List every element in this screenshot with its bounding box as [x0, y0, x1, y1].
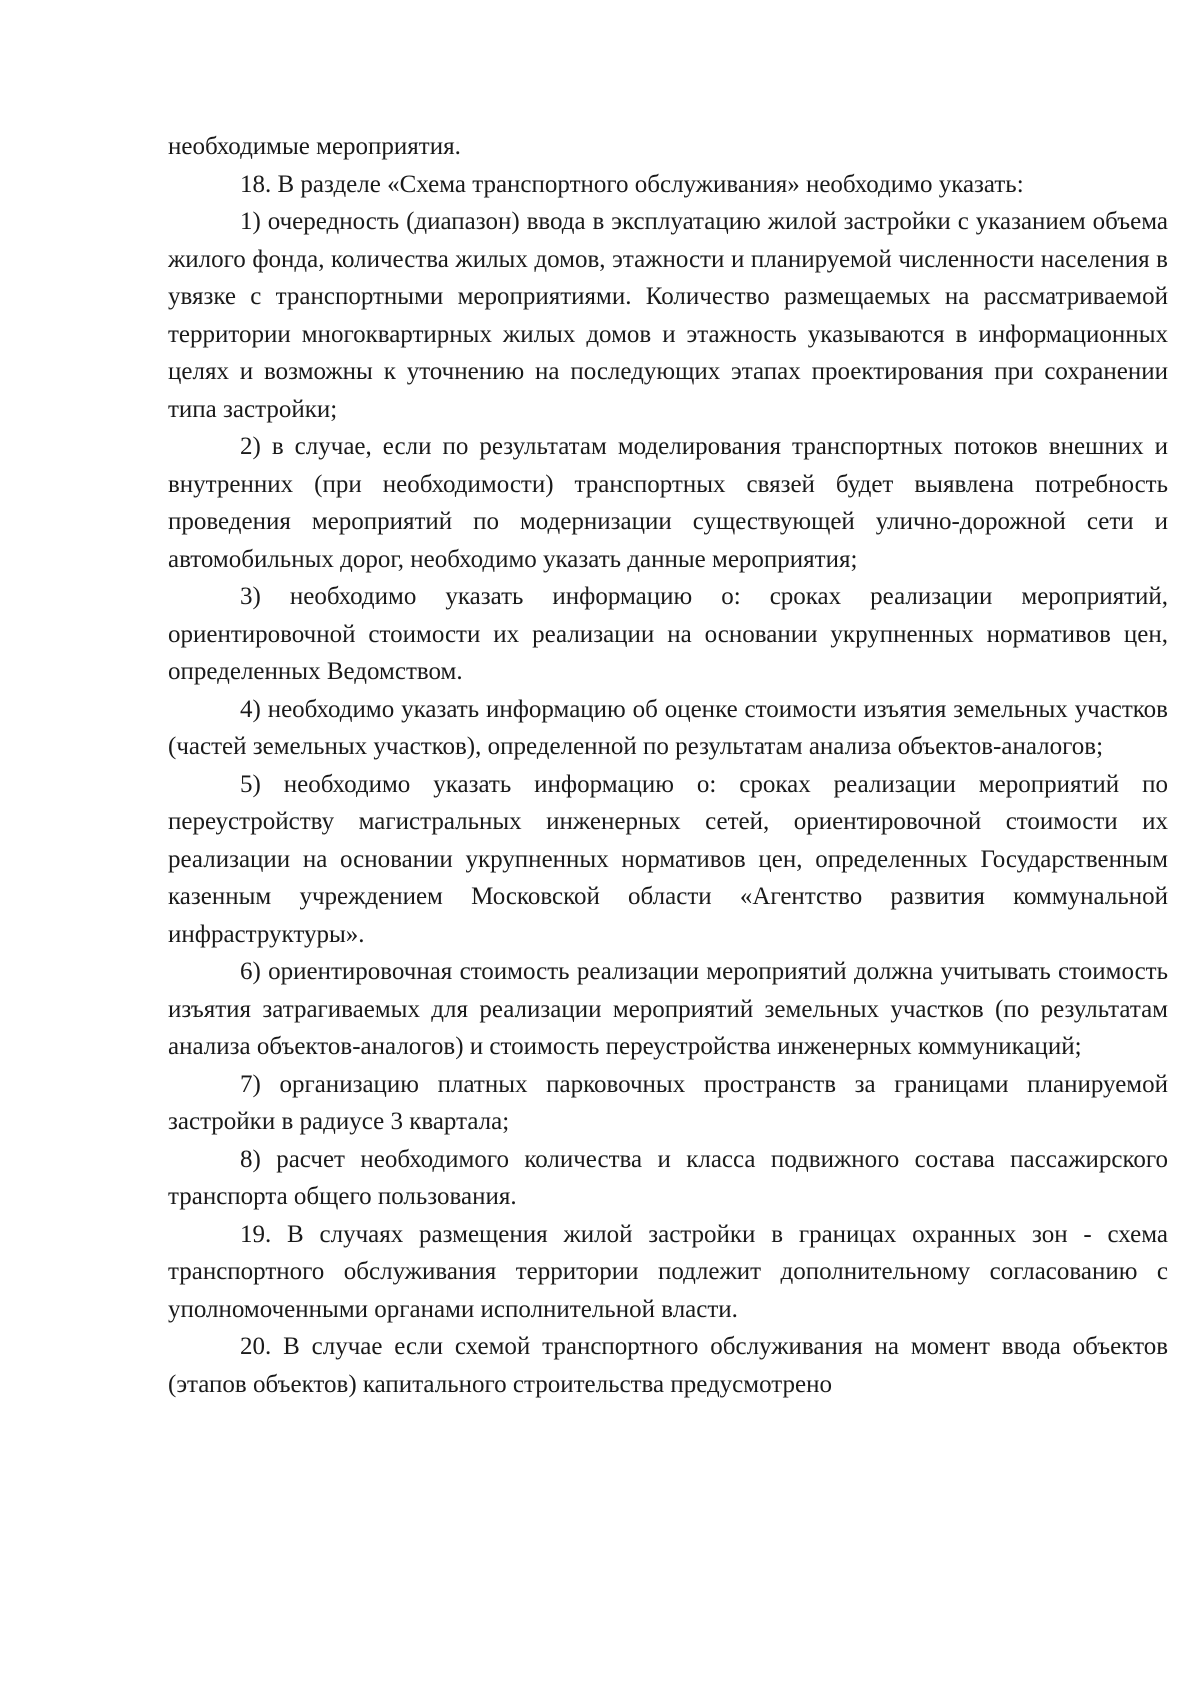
paragraph-subitem-8: 8) расчет необходимого количества и класса подвижного состава пассажирского транспорта общего пользования. [168, 1145, 1168, 1210]
paragraph-subitem-7: 7) организацию платных парковочных пространств за границами планируемой застройки в радиусе 3 квартала; [168, 1070, 1168, 1135]
paragraph-subitem-4: 4) необходимо указать информацию об оценке стоимости изъятия земельных участков (частей земельных участков), определенной по результатам анализа объектов-аналогов; [168, 695, 1168, 760]
paragraph-subitem-3: 3) необходимо указать информацию о: сроках реализации мероприятий, ориентировочной стоимости их реализации на основании укрупненных нормативов цен, определенных Ведомством. [168, 583, 1168, 685]
paragraph-item-20: 20. В случае если схемой транспортного обслуживания на момент ввода объектов (этапов объектов) капитального строительства предусмотрено [168, 1333, 1168, 1398]
paragraph-continuation: необходимые мероприятия. [168, 133, 461, 160]
paragraph-subitem-1: 1) очередность (диапазон) ввода в эксплуатацию жилой застройки с указанием объема жилого фонда, количества жилых домов, этажности и планируемой численности населения в увязке с транспортными мероприятиями. Количество размещаемых на рассматриваемой территории многоквартирных жилых домов и этажность указываются в информационных целях и возможны к уточнению на последующих этапах проектирования при сохранении типа застройки; [168, 208, 1168, 423]
document-body [168, 128, 1168, 1403]
paragraph-subitem-6: 6) ориентировочная стоимость реализации мероприятий должна учитывать стоимость изъятия затрагиваемых для реализации мероприятий земельных участков (по результатам анализа объектов-аналогов) и стоимость переустройства инженерных коммуникаций; [168, 958, 1168, 1060]
paragraph-item-19: 19. В случаях размещения жилой застройки в границах охранных зон - схема транспортного обслуживания территории подлежит дополнительному согласованию с уполномоченными органами исполнительной власти. [168, 1220, 1168, 1323]
paragraph-subitem-2: 2) в случае, если по результатам моделирования транспортных потоков внешних и внутренних (при необходимости) транспортных связей будет выявлена потребность проведения мероприятий по модернизации существующей улично-дорожной сети и автомобильных дорог, необходимо указать данные мероприятия; [168, 433, 1168, 573]
paragraph-subitem-5: 5) необходимо указать информацию о: сроках реализации мероприятий по переустройству магистральных инженерных сетей, ориентировочной стоимости их реализации на основании укрупненных нормативов цен, определенных Государственным казенным учреждением Московской области «Агентство развития коммунальной инфраструктуры». [168, 770, 1168, 948]
paragraph-item-18: 18. В разделе «Схема транспортного обслуживания» необходимо указать: [240, 170, 1024, 198]
